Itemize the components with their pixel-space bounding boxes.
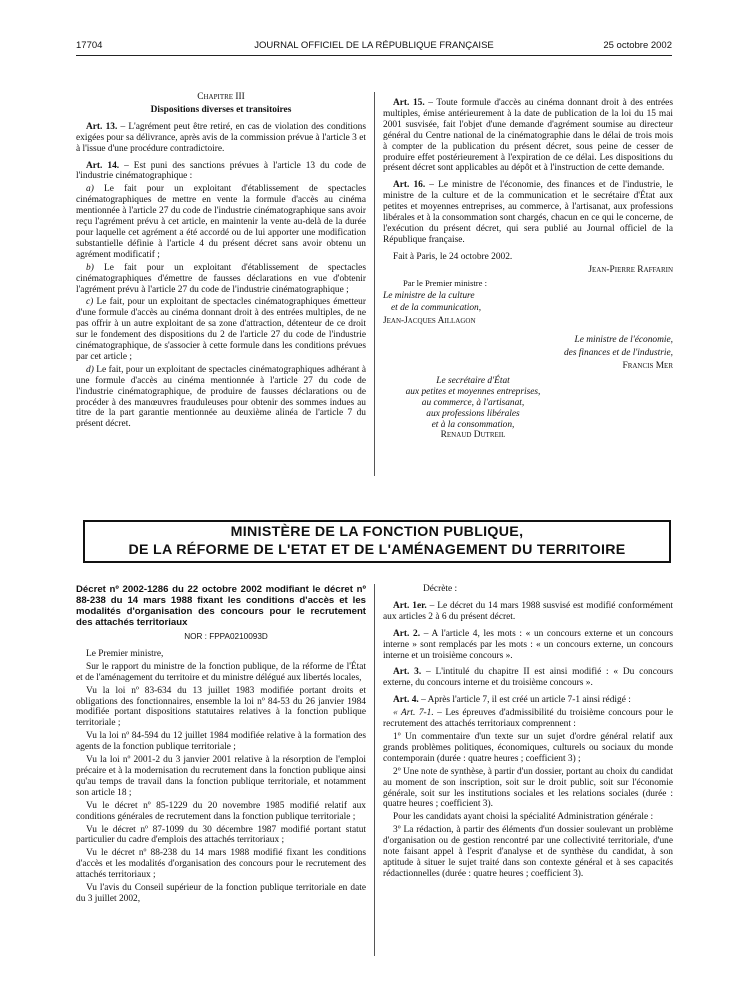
- issue-date: 25 octobre 2002: [603, 40, 672, 51]
- paragraph-text: Le fait, pour un exploitant de spectacles cinématographiques émetteur d'une formule d'accès au cinéma donnant droit à des entrées multiples, de ne pas offrir à un autre exploitant de sa zone d'attraction, détenteur de ce droit sur le fondement des dispositions du 2 de l'article 27 du code de l'industrie cinématographique, de s'associer à cette formule dans les conditions prévues par cet article ;: [76, 297, 366, 362]
- paragraph-text: – Les épreuves d'admissibilité du troisième concours pour le recrutement des attachés territoriaux comprennent :: [383, 708, 673, 730]
- paragraph-lead: 2º: [393, 766, 401, 777]
- visa-paragraph: Vu la loi nº 84-594 du 12 juillet 1984 modifiée relative à la formation des agents de la fonction publique territoriale ;: [76, 731, 366, 753]
- paragraph-lead: Art. 13.: [86, 121, 118, 132]
- paragraph-lead: Art. 16.: [393, 180, 426, 191]
- paragraph-text: La rédaction, à partir des éléments d'un dossier soulevant un problème d'organisation ou de gestion rencontré par une collectivité territoriale, d'une note faisant appel à l'esprit d'analyse et de synthèse du candidat, à son aptitude à situer le sujet traité dans son contexte général et à ses capacités rédactionnelles (durée : quatre heures ; coefficient 3).: [383, 825, 673, 879]
- paragraph: [383, 695, 673, 706]
- paragraph: [383, 667, 673, 689]
- header-rule: [76, 55, 672, 56]
- visa-paragraph: Vu la loi nº 2001-2 du 3 janvier 2001 relative à la résorption de l'emploi précaire et à la modernisation du recrutement dans la fonction publique ainsi qu'au temps de travail dans la fonction publique territoriale, et notamment son article 18 ;: [76, 755, 366, 798]
- secretary-signature: [383, 376, 563, 441]
- running-header: [76, 40, 672, 54]
- paragraph-lead: Art. 1er.: [393, 600, 427, 611]
- decree-intro: Le Premier ministre,: [86, 648, 164, 659]
- paragraph-lead: Art. 14.: [86, 160, 120, 171]
- paragraph: [383, 629, 673, 662]
- paragraph-text: Une note de synthèse, à partir d'un dossier, portant au choix du candidat au moment de son inscription, soit sur le droit public, soit sur l'économie générale, soit sur les institutions sociales et les relations sociales (durée : quatre heures ; coefficient 3).: [383, 766, 673, 810]
- paragraph-text: – Est puni des sanctions prévues à l'article 13 du code de l'industrie cinématographique :: [76, 160, 366, 182]
- paragraph-text: Le fait pour un exploitant d'établissement de spectacles cinématographiques de mettre en vente la formule d'accès au cinéma mentionnée à l'article 27 du code de l'industrie cinématographique sans avoir reçu l'agrément prévu à cet article, en maintenir la vente au-delà de la durée pour laquelle cet agrément a été accordé ou de lui apporter une modification substantielle définie à l'article 4 du présent décret sans avoir obtenu un agrément modificatif ;: [76, 184, 366, 260]
- paragraph-text: Pour les candidats ayant choisi la spécialité Administration générale :: [393, 812, 654, 823]
- paragraph: [383, 812, 673, 823]
- ministry-banner: [83, 520, 671, 563]
- place-date: Fait à Paris, le 24 octobre 2002.: [393, 251, 513, 262]
- paragraph: [76, 263, 366, 296]
- paragraph: [76, 122, 366, 155]
- column-separator: [374, 92, 375, 476]
- paragraph-text: – Le décret du 14 mars 1988 susvisé est modifié conformément aux articles 2 à 6 du présent décret.: [383, 600, 673, 622]
- paragraph-text: Le fait pour un exploitant d'établissement de spectacles cinématographiques d'émettre de fausses déclarations en vue d'obtenir l'agrément prévu à l'article 27 du code de l'industrie cinématographique ;: [76, 262, 366, 295]
- secretary-name: Renaud Dutreil: [440, 430, 506, 441]
- paragraph-lead: Art. 3.: [393, 667, 422, 678]
- sec-title-1: Le secrétaire d'État: [436, 375, 510, 386]
- pm-name: Jean-Pierre Raffarin: [588, 264, 673, 275]
- sec-title-4: aux professions libérales: [426, 408, 520, 419]
- paragraph-lead: c): [86, 297, 94, 308]
- left-column-top: [76, 92, 366, 432]
- paragraph: [383, 767, 673, 811]
- pm-intro: Par le Premier ministre :: [403, 277, 488, 288]
- left-column-bottom: [76, 584, 366, 907]
- paragraph: [383, 98, 673, 174]
- decree-articles: [383, 601, 673, 880]
- right-column-top: [383, 92, 673, 441]
- page-number: 17704: [76, 40, 103, 51]
- right-column-bottom: [383, 584, 673, 882]
- paragraph: [76, 297, 366, 362]
- paragraph-lead: Art. 2.: [393, 628, 421, 639]
- paragraph-lead: d): [86, 364, 94, 375]
- decree-title: Décret nº 2002-1286 du 22 octobre 2002 modifiant le décret nº 88-238 du 14 mars 1988 fixant les conditions d'accès et les modalités d'organisation des concours pour le recrutement des attachés territoriaux: [76, 584, 366, 628]
- paragraph-lead: a): [86, 184, 94, 195]
- eco-title-2: des finances et de l'industrie,: [563, 348, 673, 359]
- visa-paragraph: Vu la loi nº 83-634 du 13 juillet 1983 modifiée portant droits et obligations des fonctionnaires, ensemble la loi nº 84-53 du 26 janvier 1984 modifiée portant dispositions statutaires relatives à la fonction publique territoriale ;: [76, 685, 366, 729]
- paragraph-text: Le fait, pour un exploitant de spectacles cinématographiques adhérant à une formule d'accès au cinéma mentionnée à l'article 27 du code de l'industrie cinématographique, de produire de fausses déclarations ou de procéder à des manœuvres frauduleuses pour obtenir des sommes indues au titre de la part garantie mentionnée au deuxième alinéa de l'article 7 du présent décret.: [76, 364, 366, 430]
- culture-title-2: et de la communication,: [391, 303, 482, 314]
- nor-reference: NOR : FPPA0210093D: [184, 632, 268, 641]
- visa-paragraph: Vu le décret nº 85-1229 du 20 novembre 1985 modifié relatif aux conditions générales de recrutement dans la fonction publique territoriale ;: [76, 800, 366, 822]
- chapter-label: Chapitre III: [197, 92, 245, 102]
- paragraph-text: Un commentaire d'un texte sur un sujet d'ordre général relatif aux grands problèmes politiques, économiques, culturels ou sociaux du monde contemporain (durée : quatre heures ; coefficient 3) ;: [383, 731, 673, 764]
- paragraph: [76, 365, 366, 430]
- culture-title-1: Le ministre de la culture: [383, 290, 475, 301]
- paragraph-text: – Toute formule d'accès au cinéma donnant droit à des entrées multiples, émise antérieurement à la date de publication de la loi du 15 mai 2001 susvisée, fait l'objet d'une demande d'agrément soumise au directeur général du Centre national de la cinématographie dans le délai de trois mois à compter de la publication du présent décret, sous peine de cesser de produire effet postérieurement à l'expiration de ce délai. Les dispositions du présent décret sont applicables au dépôt et à l'instruction de cette demande.: [383, 98, 673, 174]
- paragraph-text: – A l'article 4, les mots : « un concours externe et un concours interne » sont remplacés par les mots : « un concours externe, un concours interne et un troisième concours ».: [383, 628, 673, 661]
- paragraph-text: – Le ministre de l'économie, des finances et de l'industrie, le ministre de la culture et de la communication et le secrétaire d'État aux petites et moyennes entreprises, au commerce, à l'artisanat, aux professions libérales et à la consommation sont chargés, chacun en ce qui le concerne, de l'exécution du présent décret, qui sera publié au Journal officiel de la République française.: [383, 180, 673, 245]
- decrete: Décrète :: [423, 584, 458, 594]
- right-top-articles: [383, 98, 673, 246]
- journal-title: JOURNAL OFFICIEL DE LA RÉPUBLIQUE FRANÇAISE: [254, 40, 494, 51]
- paragraph: [383, 601, 673, 623]
- left-top-articles: [76, 122, 366, 430]
- visa-paragraph: Vu l'avis du Conseil supérieur de la fonction publique territoriale en date du 3 juillet 2002,: [76, 883, 366, 904]
- paragraph: [76, 184, 366, 260]
- paragraph-text: – L'agrément peut être retiré, en cas de violation des conditions exigées pour sa délivrance, après avis de la commission prévue à l'article 3 et à l'issue d'une procédure contradictoire.: [76, 121, 366, 154]
- paragraph: [383, 708, 673, 730]
- paragraph-text: – L'intitulé du chapitre II est ainsi modifié : « Du concours externe, du concours interne et du troisième concours ».: [383, 667, 673, 689]
- decree-visas: [76, 662, 366, 905]
- column-separator-bottom: [374, 584, 375, 956]
- paragraph: [383, 825, 673, 880]
- paragraph-lead: 3º: [393, 825, 401, 836]
- paragraph-lead: Art. 4.: [393, 695, 419, 706]
- eco-title-1: Le ministre de l'économie,: [574, 335, 673, 346]
- paragraph: [76, 161, 366, 183]
- paragraph: [383, 180, 673, 245]
- sec-title-5: et à la consommation,: [431, 419, 515, 430]
- culture-minister-name: Jean-Jacques Aillagon: [383, 316, 476, 327]
- visa-paragraph: Sur le rapport du ministre de la fonction publique, de la réforme de l'État et de l'aménagement du territoire et du ministre délégué aux libertés locales,: [76, 661, 366, 683]
- visa-paragraph: Vu le décret nº 88-238 du 14 mars 1988 modifié fixant les conditions d'accès et les modalités d'organisation des concours pour le recrutement des attachés territoriaux ;: [76, 848, 366, 881]
- paragraph-text: – Après l'article 7, il est créé un article 7-1 ainsi rédigé :: [418, 695, 631, 706]
- sec-title-2: aux petites et moyennes entreprises,: [405, 386, 541, 397]
- chapter-title: Dispositions diverses et transitoires: [150, 104, 292, 115]
- paragraph-lead: 1º: [393, 731, 401, 742]
- paragraph-lead: « Art. 7-1.: [393, 708, 434, 719]
- paragraph-lead: b): [86, 262, 94, 273]
- sec-title-3: au commerce, à l'artisanat,: [421, 397, 525, 408]
- paragraph: [383, 732, 673, 765]
- visa-paragraph: Vu le décret nº 87-1099 du 30 décembre 1987 modifié portant statut particulier du cadre d'emplois des attachés territoriaux ;: [76, 824, 366, 846]
- eco-minister-name: Francis Mer: [622, 361, 673, 372]
- ministry-line-2: DE LA RÉFORME DE L'ETAT ET DE L'AMÉNAGEMENT DU TERRITOIRE: [128, 542, 626, 558]
- paragraph-lead: Art. 15.: [393, 98, 425, 108]
- ministry-line-1: MINISTÈRE DE LA FONCTION PUBLIQUE,: [230, 524, 524, 540]
